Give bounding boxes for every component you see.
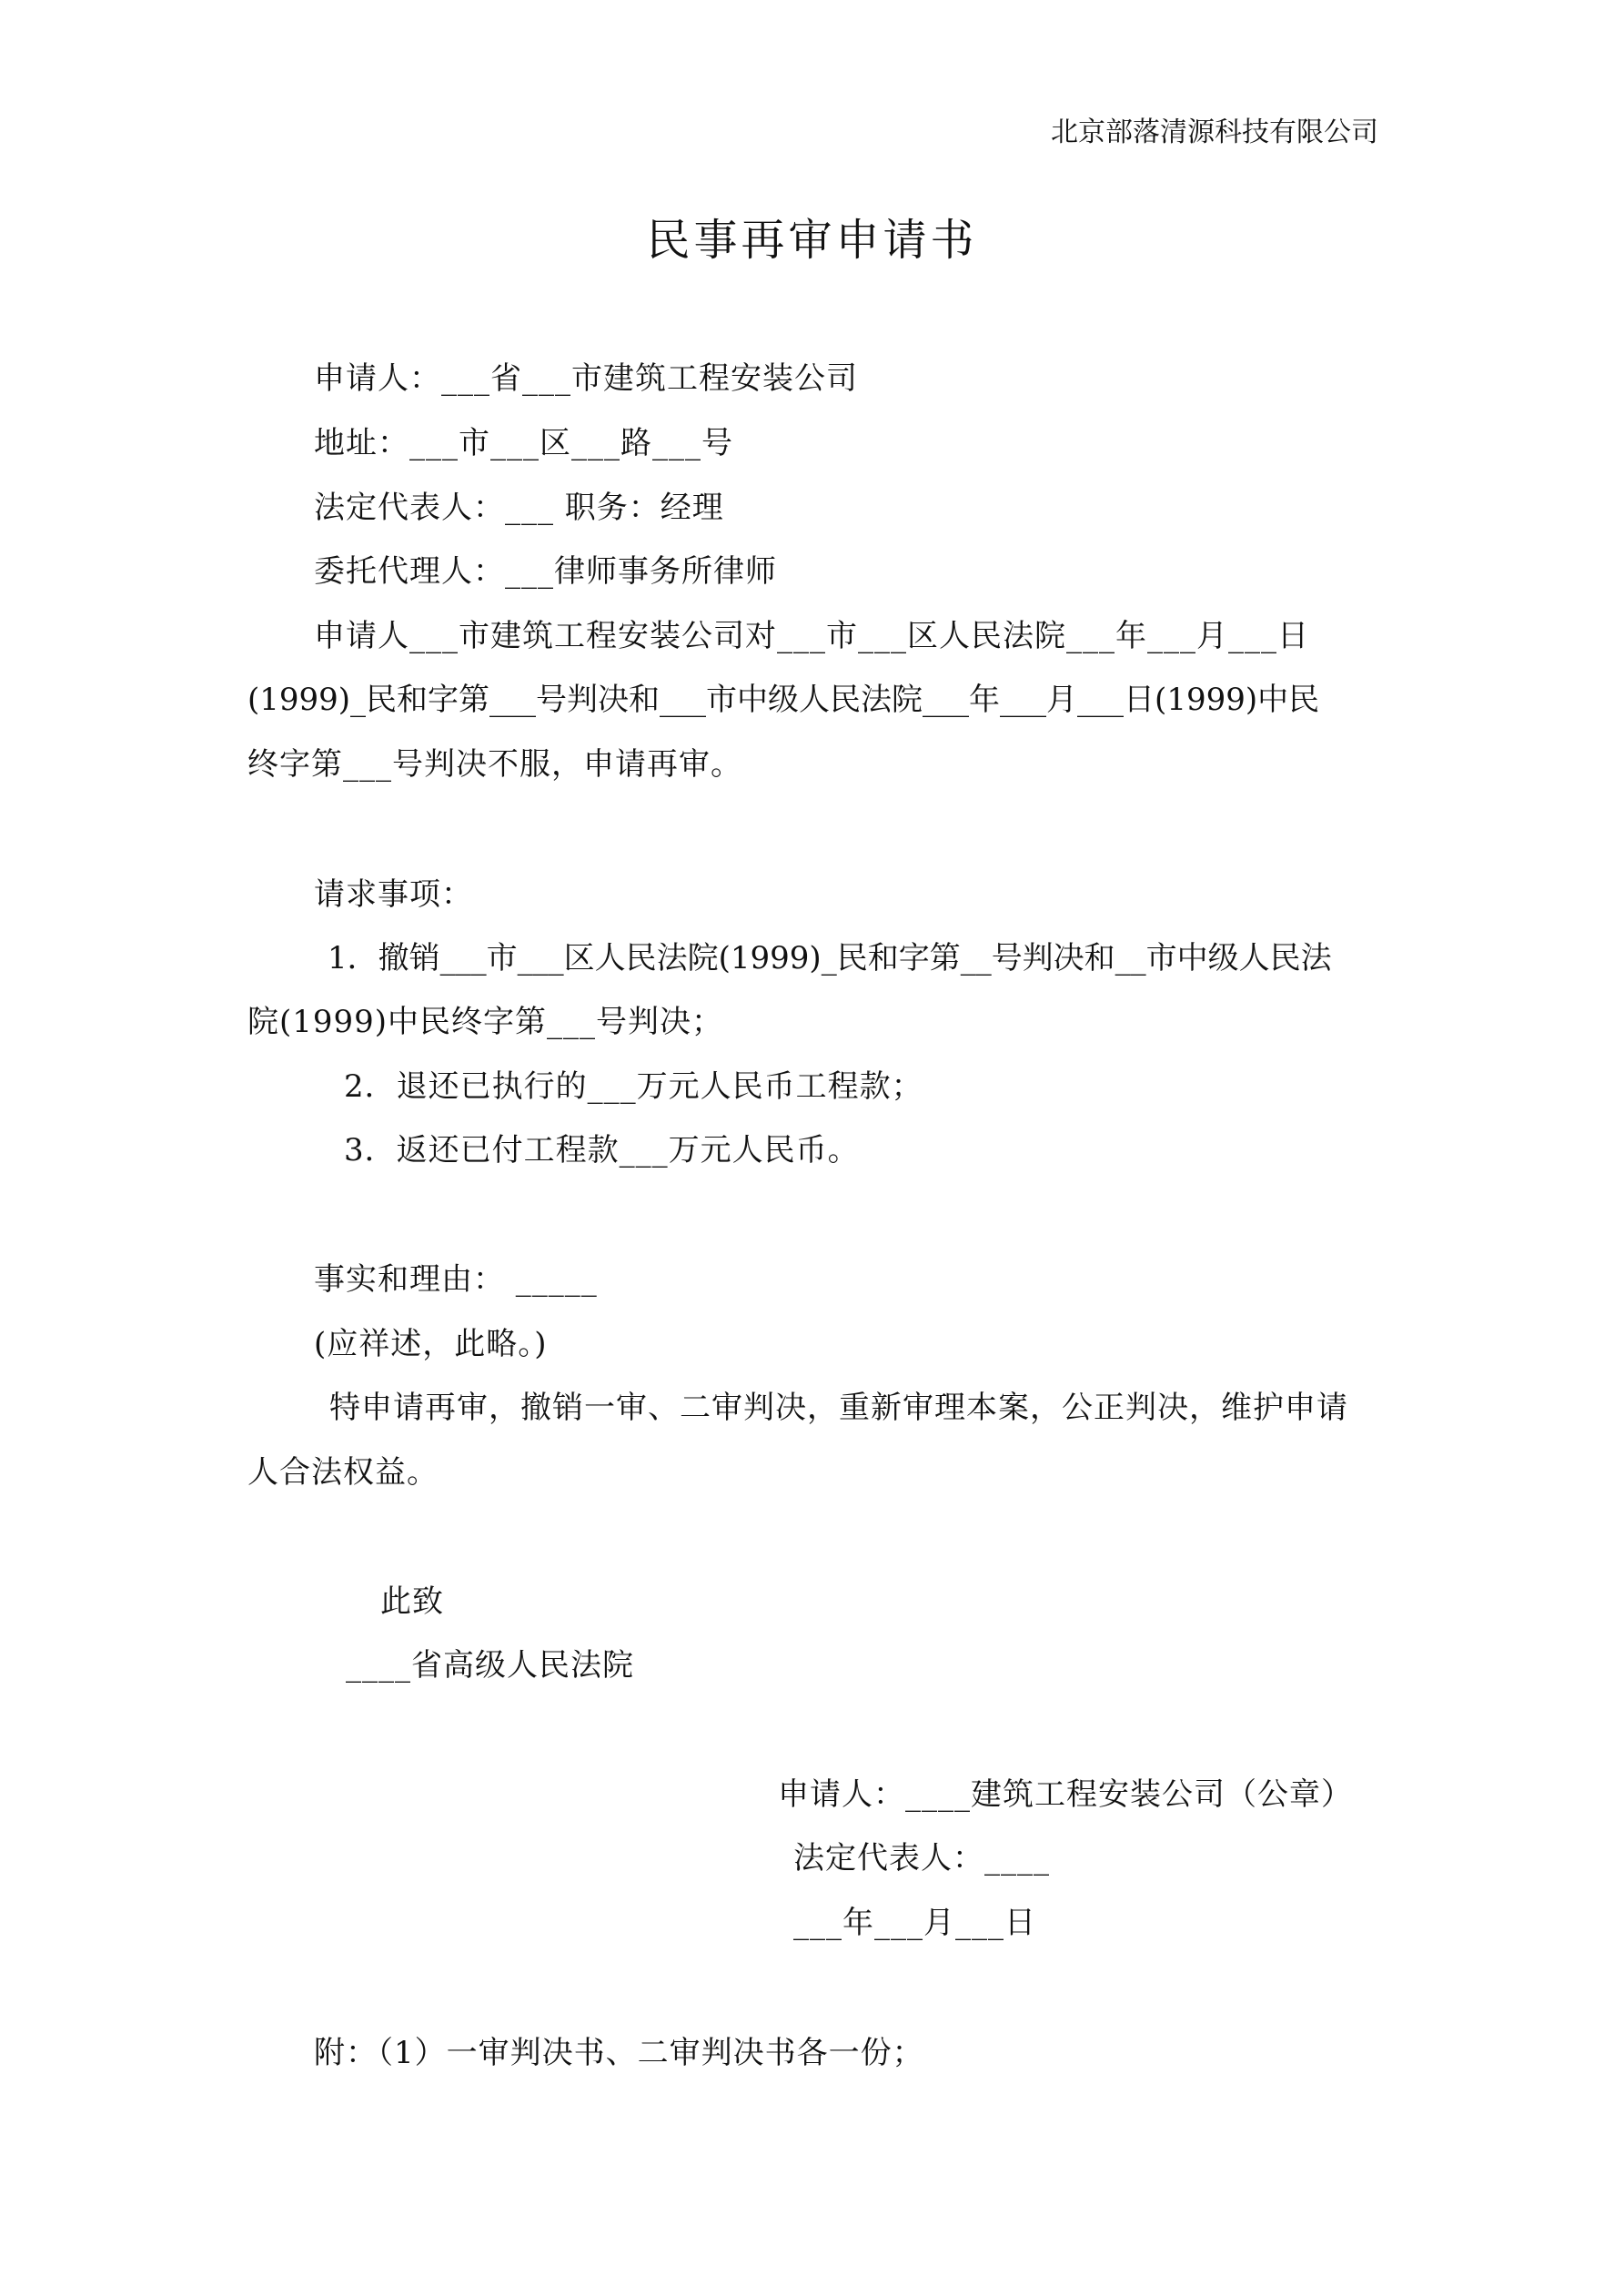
statement-line-2: (1999)_民和字第___号判决和___市中级人民法院___年___月___日(1999)中民 [247,682,1320,718]
closing-line-1: 特申请再审，撤销一审、二审判决，重新审理本案，公正判决，维护申请 [329,1390,1348,1426]
page-title: 民事再审申请书 [646,215,978,266]
agent-line: 委托代理人：___律师事务所律师 [314,553,777,590]
facts-note: (应祥述，此略。) [314,1326,548,1362]
request-item-2: 2．退还已执行的___万元人民币工程款； [344,1068,923,1105]
request-item-1-line-1: 1．撤销___市___区人民法院(1999)_民和字第__号判决和__市中级人民法 [328,940,1332,976]
signature-date: ___年___月___日 [793,1905,1036,1941]
header-company-name: 北京部落清源科技有限公司 [1051,116,1378,148]
requests-heading: 请求事项： [314,876,473,913]
statement-line-3: 终字第___号判决不服，申请再审。 [247,746,742,783]
legal-rep-line: 法定代表人：___ 职务：经理 [314,490,724,526]
salutation: 此致 [380,1583,444,1620]
address-line: 地址：___市___区___路___号 [314,425,733,461]
signature-legal-rep: 法定代表人：____ [793,1840,1050,1876]
attachment-item-1: 附：（1）一审判决书、二审判决书各一份； [314,2035,924,2071]
statement-line-1: 申请人___市建筑工程安装公司对___市___区人民法院___年___月___日 [314,618,1309,654]
addressee-court: ____省高级人民法院 [346,1647,634,1684]
facts-heading: 事实和理由： _____ [314,1261,598,1298]
applicant-line: 申请人：___省___市建筑工程安装公司 [314,360,858,397]
closing-line-2: 人合法权益。 [247,1454,439,1491]
request-item-1-line-2: 院(1999)中民终字第___号判决； [247,1004,724,1040]
request-item-3: 3．返还已付工程款___万元人民币。 [344,1132,860,1168]
signature-applicant: 申请人：____建筑工程安装公司（公章） [778,1776,1353,1813]
